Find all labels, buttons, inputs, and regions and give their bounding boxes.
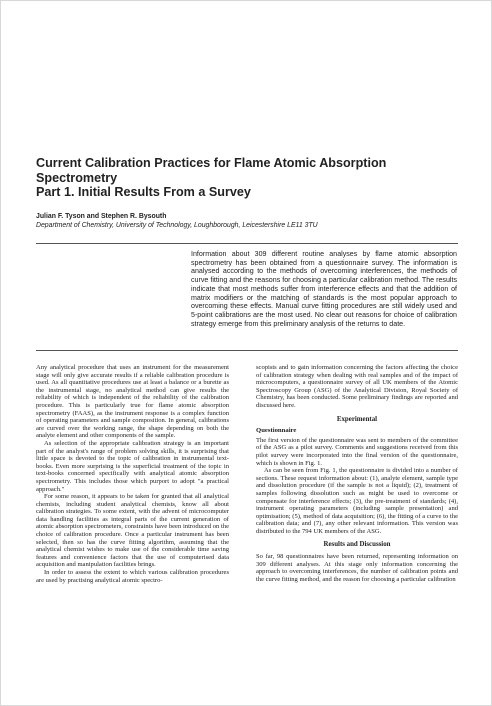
left-column bbox=[36, 364, 229, 584]
left-paragraph-2: As selection of the appropriate calibration strategy is an important part of the analyst's range of problem solving skills, it is surprising that little space is devoted to the topic of calibration in instrumental text-books. Even more surprising is the superficial treatment of the topic in text-books concerned specifically with analytical atomic absorption spectrometry. This includes those which purport to adopt "a practical approach." bbox=[36, 439, 229, 493]
author-names: Julian F. Tyson and Stephen R. Bysouth bbox=[36, 213, 167, 220]
right-paragraph-3: As can be seen from Fig. 1, the questionnaire is divided into a number of sections. These request information about: (1), analyte element, sample type and dissolution procedure (if the sample is not a liquid); (2), treatment of samples following dissolution such as might be used to overcome or compensate for interference effects; (3), the pre-treatment of standards; (4), instrument operating parameters (including sample presentation) and optimisation; (5), method of data acquisition; (6), the fitting of a curve to the calibration data; and (7), any other relevant information. This version was distributed to the 794 UK members of the ASG. bbox=[256, 467, 458, 535]
left-paragraph-1: Any analytical procedure that uses an instrument for the measurement stage will only give accurate results if a reliable calibration procedure is used. As all quantitative procedures use at least a balance or a burette as the instrumental stage, no analytical method can give results the reliability of which is independent of the reliability of the calibration procedure. This is particularly true for flame atomic absorption spectrometry (FAAS), as the instrument response is a complex function of operating parameters and sample composition. In general, calibrations are curved over the working range, the shape depending on both the analyte element and other components of the sample. bbox=[36, 364, 229, 440]
divider-bottom bbox=[36, 350, 458, 351]
right-paragraph-1: scopists and to gain information concerning the factors affecting the choice of calibration strategy when dealing with real samples and of the impact of microcomputers, a questionnaire survey of all UK members of the Atomic Spectroscopy Group (ASG) of the Analytical Division, Royal Society of Chemistry, has been conducted. Some preliminary findings are reported and discussed here. bbox=[256, 364, 458, 409]
subheading-questionnaire: Questionnaire bbox=[256, 427, 297, 435]
left-paragraph-4: In order to assess the extent to which various calibration procedures are used by practising analytical atomic spectro- bbox=[36, 569, 229, 584]
title-line-1: Current Calibration Practices for Flame Atomic Absorption bbox=[36, 156, 387, 170]
right-paragraph-2: The first version of the questionnaire was sent to members of the committee of the ASG as a pilot survey. Comments and suggestions received from this pilot survey were incorporated into the final version of the questionnaire, which is shown in Fig. 1. bbox=[256, 436, 458, 467]
title-line-3: Part 1. Initial Results From a Survey bbox=[36, 185, 251, 199]
right-column bbox=[256, 364, 458, 583]
author-affiliation: Department of Chemistry, University of Technology, Loughborough, Leicestershire LE11 3TU bbox=[36, 222, 318, 229]
left-paragraph-3: For some reason, it appears to be taken for granted that all analytical chemists, including student analytical chemists, know all about calibration strategies. To some extent, with the advent of microcomputer data handling facilities as integral parts of the current generation of atomic absorption spectrometers, constraints have been introduced on the choice of calibration procedure. Once a particular instrument has been selected, then so has the curve fitting algorithm, assuming that the analytical chemist wishes to make use of the considerable time saving features and convenience factors that the use of computerised data acquisition and manipulation facilities brings. bbox=[36, 493, 229, 569]
title-line-2: Spectrometry bbox=[36, 170, 118, 185]
right-paragraph-4: So far, 98 questionnaires have been returned, representing information on 309 different analyses. At this stage only information concerning the approach to overcoming interferences, the number of calibration points and the curve fitting method, and the reason for choosing a particular calibration bbox=[256, 553, 458, 583]
heading-experimental: Experimental bbox=[336, 415, 378, 423]
heading-results: Results and Discussion bbox=[323, 541, 391, 549]
divider-top bbox=[36, 243, 458, 244]
author-block bbox=[36, 212, 476, 230]
article-title bbox=[36, 156, 466, 200]
abstract: Information about 309 different routine analyses by flame atomic absorption spectrometry has been obtained from a questionnaire survey. The information is analysed according to the methods of overcoming interferences, the methods of curve fitting and the reasons for choosing a particular calibration method. The results indicate that most methods suffer from interference effects and that the addition of matrix modifiers or the matching of standards is the most popular approach to overcoming these effects. Manual curve fitting procedures are still widely used and 5-point calibrations are the most used. No clear out reasons for choice of calibration strategy emerge from this preliminary analysis of the returns to date. bbox=[191, 250, 457, 328]
